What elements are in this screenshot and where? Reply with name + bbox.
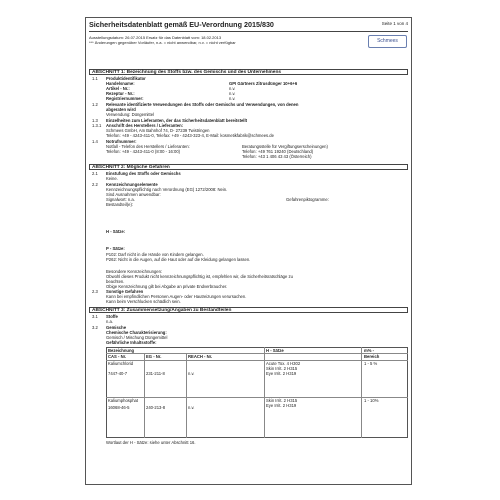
table-cell-name: Kaliumphosphat bbox=[108, 398, 139, 403]
section-3-heading: ABSCHNITT 3: Zusammensetzung/Angaben zu Bestandteilen bbox=[89, 307, 408, 313]
h-statements-label: H - Sätze: bbox=[106, 229, 126, 234]
table-header: CAS - Nr. bbox=[108, 354, 127, 359]
table-header: H - Sätze bbox=[266, 348, 284, 353]
address-line: Schmees GmbH, Am Bahnhof 74, D- 27239 Twistringen bbox=[106, 128, 210, 133]
text-line: Gemisch / Mischung Düngemittel bbox=[106, 335, 168, 340]
table-cell-cas: 16068-46-5 bbox=[108, 405, 130, 410]
section-number: 3.1 bbox=[92, 314, 98, 319]
issue-date-line: Ausstellungsdatum: 26.07.2015 Ersatz für das Datenblatt vom: 18.02.2013 bbox=[89, 35, 222, 40]
special-labelling-title: Besondere Kennzeichnungen: bbox=[106, 269, 163, 274]
emergency-right: Beratungsstelle für Vergiftungserscheinungen) bbox=[242, 144, 328, 149]
table-cell-name: Kaliumchlorid bbox=[108, 361, 134, 366]
contact-line: Telefon: +49 - 4243-411-0, Telefax: +49 - 4243-323-4, E-Mail: kosmetikfabrik@schmees.de bbox=[106, 133, 274, 138]
table-header: REACH - Nr. bbox=[188, 354, 213, 359]
text-line: Kann bei empfindlichen Personen Augen- oder Hautreizungen verursachen. bbox=[106, 294, 247, 299]
section-number: 3.2 bbox=[92, 325, 98, 330]
table-header: Bezeichnung bbox=[108, 348, 135, 353]
legend-line: *** Änderungen gegenüber Vorläufer, n.a. = nicht anwendbar, n.v. = nicht verfügbar bbox=[89, 40, 236, 45]
chem-char-title: Chemische Charakterisierung: bbox=[106, 330, 167, 335]
table-cell-hazard: Eye Irrit. 2 H319 bbox=[266, 371, 297, 376]
pictograms-label: Gefahrenpiktogramme: bbox=[286, 197, 329, 202]
field-value: n.v. bbox=[229, 91, 236, 96]
section-number: 1.3 bbox=[92, 118, 98, 123]
section-2-heading: ABSCHNITT 2: Mögliche Gefahren bbox=[89, 164, 408, 170]
table-header: Bereich bbox=[364, 354, 380, 359]
table-rule bbox=[106, 360, 408, 361]
sds-page bbox=[85, 17, 412, 485]
subsection-title: Relevante identifizierte Verwendungen des Stoffs oder Gemischs und Verwendungen, von denen bbox=[106, 102, 299, 107]
field-value: n.v. bbox=[229, 86, 236, 91]
table-cell-percent: 1 - 5 % bbox=[364, 361, 378, 366]
field-label: Handelsname: bbox=[106, 81, 135, 86]
signal-word: Signalwort: n.a. bbox=[106, 197, 135, 202]
table-cell-hazard: Acute Tox. 4 H302 bbox=[266, 361, 301, 366]
text-line: Obwohl dieses Produkt nicht kennzeichnungspflichtig ist, empfehlen wir, die Sicherheitsratschläge zu bbox=[106, 274, 293, 279]
text-line: Bestandteil(e): bbox=[106, 202, 133, 207]
subsection-title: Produktidentifikator bbox=[106, 76, 146, 81]
emergency-right: Telefon: +43 1 406 43 43 (Österreich) bbox=[242, 154, 312, 159]
document-header bbox=[89, 20, 408, 32]
text-line: n.a. bbox=[106, 319, 113, 324]
section-number: 2.3 bbox=[92, 289, 98, 294]
table-cell-cas: 7447-40-7 bbox=[108, 371, 128, 376]
text-line: Sind Ausnahmen anwendbar: bbox=[106, 192, 161, 197]
table-cell-hazard: Eye Irrit. 2 H319 bbox=[266, 403, 297, 408]
subsection-title: Stoffe bbox=[106, 314, 118, 319]
section-number: 1.2 bbox=[92, 102, 98, 107]
table-vrule bbox=[361, 347, 362, 438]
section-number: 1.4 bbox=[92, 139, 98, 144]
field-label: Rezeptur - Nr.: bbox=[106, 91, 135, 96]
table-cell-eg: 240-213-8 bbox=[146, 405, 166, 410]
subsection-title: Einzelheiten zum Lieferanten, der das Sicherheitsdatenblatt bereitstellt bbox=[106, 118, 248, 123]
subsection-title: Gemische bbox=[106, 325, 127, 330]
text-line: beachten. bbox=[106, 279, 125, 284]
table-footnote: Wortlaut der H - Sätze: siehe unter Abschnitt 16. bbox=[106, 440, 196, 445]
table-header: EG - Nr. bbox=[146, 354, 162, 359]
subsection-title: Kennzeichnungselemente bbox=[106, 182, 158, 187]
section-number: 1.3.1 bbox=[92, 123, 102, 128]
p-statements-label: P - Sätze: bbox=[106, 246, 125, 251]
text-line: Keine. bbox=[106, 176, 118, 181]
section-1-heading: ABSCHNITT 1: Bezeichnung des Stoffs bzw. des Gemischs und des Unternehmens bbox=[89, 69, 408, 75]
text-line: Kann beim Verschlucken schädlich sein. bbox=[106, 299, 181, 304]
subsection-title-cont: abgeraten wird bbox=[106, 107, 136, 112]
p-statement: P262: Nicht in die Augen, auf die Haut oder auf die Kleidung gelangen lassen. bbox=[106, 257, 251, 262]
table-cell-eg: 231-211-8 bbox=[146, 371, 165, 376]
section-number: 2.2 bbox=[92, 182, 98, 187]
section-number: 1.1 bbox=[92, 76, 98, 81]
text-line: Kennzeichnungspflichtig nach Verordnung (EG) 1272/2008: Nein. bbox=[106, 187, 228, 192]
subsection-title: Notrufnummer: bbox=[106, 139, 137, 144]
emergency-left: Telefon: +49 - 4243-411-0 (8:00 - 16:00) bbox=[106, 149, 181, 154]
field-label: Registriernummer: bbox=[106, 96, 144, 101]
field-label: Artikel - Nr.: bbox=[106, 86, 130, 91]
section-number: 2.1 bbox=[92, 171, 98, 176]
table-cell-percent: 1 - 10% bbox=[364, 398, 379, 403]
text-line: Verwendung: Düngemittel bbox=[106, 112, 154, 117]
table-cell-reach: n.v. bbox=[188, 371, 195, 376]
company-logo: Schmees bbox=[368, 35, 407, 48]
table-header: m% - bbox=[364, 348, 375, 353]
p-statement: P102: Darf nicht in die Hände von Kindern gelangen. bbox=[106, 252, 204, 257]
emergency-right: Telefon: +49 761 19240 (Deutschland) bbox=[242, 149, 314, 154]
text-line: Obige Kennzeichnung gilt bei Abgabe an private Endverbraucher. bbox=[106, 284, 228, 289]
subsection-title: Einstufung des Stoffs oder Gemischs bbox=[106, 171, 181, 176]
table-cell-hazard: Skin Irrit. 2 H315 bbox=[266, 366, 298, 371]
field-value: GPI Gärtners Zitrusdünger 10+6+6 bbox=[229, 81, 298, 86]
table-rule bbox=[106, 397, 408, 398]
table-vrule bbox=[186, 353, 187, 438]
subsection-title: Sonstige Gefahren bbox=[106, 289, 144, 294]
table-cell-reach: n.v. bbox=[188, 405, 195, 410]
subsection-title: Anschrift des Herstellers / Lieferanten: bbox=[106, 123, 184, 128]
table-vrule bbox=[264, 347, 265, 438]
field-value: n.v. bbox=[229, 96, 236, 101]
table-vrule bbox=[144, 353, 145, 438]
emergency-left: Notfall - Telefon des Herstellers / Lieferanten: bbox=[106, 144, 190, 149]
page-number: Seite 1 von 4 bbox=[381, 21, 408, 26]
hazardous-ingredients-title: Gefährliche Inhaltsstoffe: bbox=[106, 340, 157, 345]
document-title: Sicherheitsdatenblatt gemäß EU-Verordnung 2015/830 bbox=[89, 20, 274, 29]
table-cell-hazard: Skin Irrit. 2 H315 bbox=[266, 398, 298, 403]
